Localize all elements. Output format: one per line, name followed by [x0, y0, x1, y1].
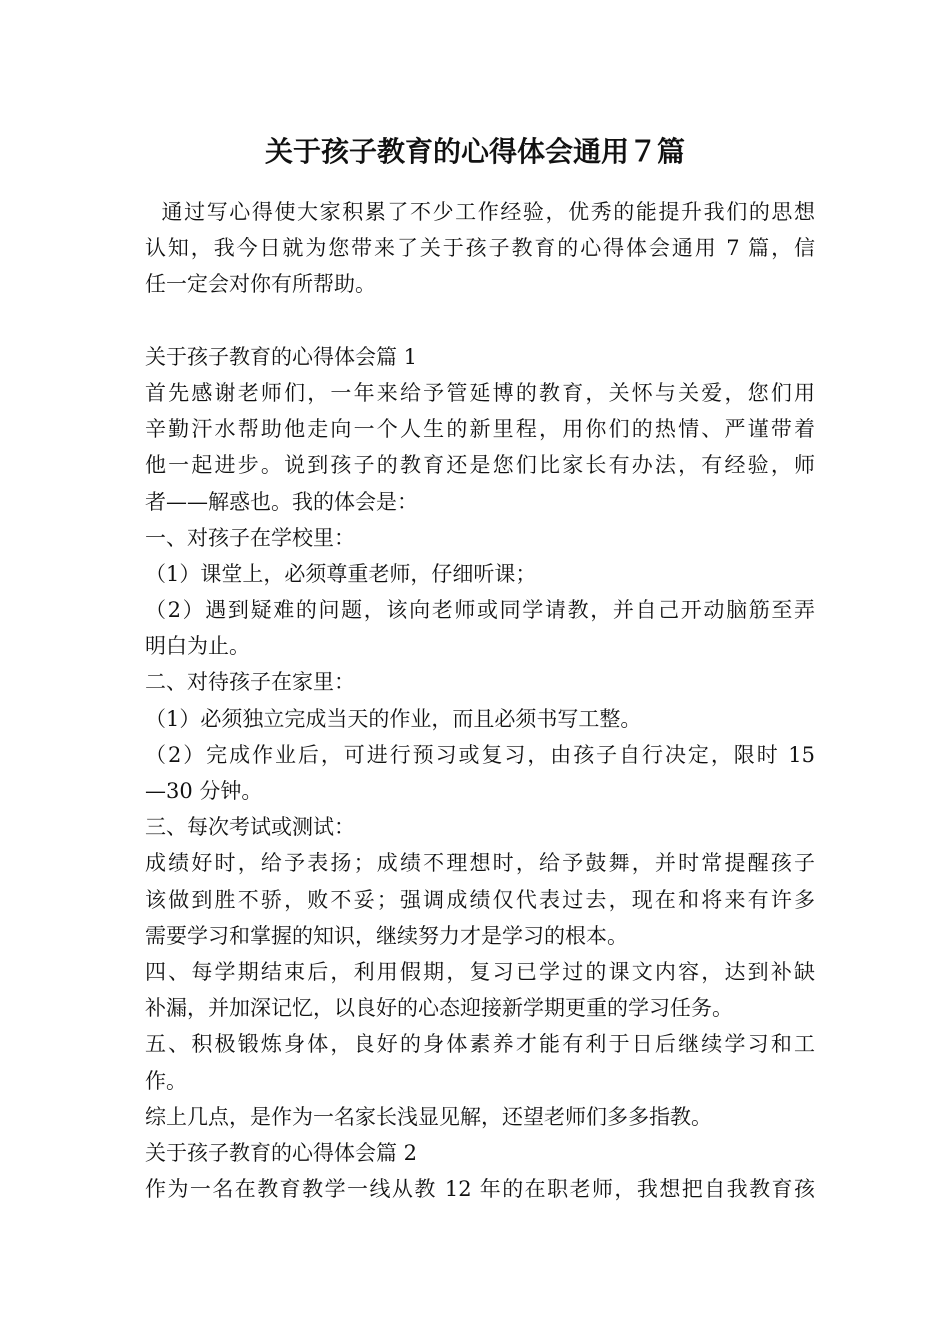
document-body — [145, 194, 815, 1207]
body-line: 综上几点，是作为一名家长浅显见解，还望老师们多多指教。 — [145, 1104, 712, 1129]
body-line: 五、积极锻炼身体，良好的身体素养才能有利于日后继续学习和工 — [145, 1032, 815, 1057]
body-line: 该做到胜不骄，败不妥；强调成绩仅代表过去，现在和将来有许多 — [145, 887, 815, 912]
body-line: 成绩好时，给予表扬；成绩不理想时，给予鼓舞，并时常提醒孩子 — [145, 851, 815, 876]
intro-line: 认知，我今日就为您带来了关于孩子教育的心得体会通用 7 篇，信 — [145, 236, 815, 261]
body-line: 四、每学期结束后，利用假期，复习已学过的课文内容，达到补缺 — [145, 959, 815, 984]
list-item: （2）遇到疑难的问题，该向老师或同学请教，并自己开动脑筋至弄 — [145, 598, 815, 623]
intro-line: 任一定会对你有所帮助。 — [145, 272, 376, 297]
list-heading: 一、对孩子在学校里： — [145, 525, 355, 550]
document-title: 关于孩子教育的心得体会通用７篇 — [264, 135, 685, 168]
body-line: 他一起进步。说到孩子的教育还是您们比家长有办法，有经验，师 — [145, 453, 815, 478]
list-item: 明白为止。 — [145, 634, 250, 659]
body-line: 辛勤汗水帮助他走向一个人生的新里程，用你们的热情、严谨带着 — [145, 417, 815, 442]
intro-line: 通过写心得使大家积累了不少工作经验，优秀的能提升我们的思想 — [145, 200, 815, 224]
list-item: （2）完成作业后，可进行预习或复习，由孩子自行决定，限时 15 — [145, 742, 815, 767]
paragraph-gap — [145, 303, 815, 339]
body-line: 补漏，并加深记忆，以良好的心态迎接新学期更重的学习任务。 — [145, 996, 733, 1021]
body-line: 需要学习和掌握的知识，继续努力才是学习的根本。 — [145, 923, 628, 948]
list-item: —30 分钟。 — [145, 779, 263, 803]
body-line: 者——解惑也。我的体会是： — [145, 489, 418, 514]
section-heading: 关于孩子教育的心得体会篇 2 — [145, 1140, 418, 1165]
body-line: 作为一名在教育教学一线从教 12 年的在职老师，我想把自我教育孩 — [145, 1177, 815, 1202]
list-heading: 三、每次考试或测试： — [145, 815, 355, 840]
list-heading: 二、对待孩子在家里： — [145, 670, 355, 695]
body-line: 首先感谢老师们，一年来给予管延博的教育，关怀与关爱，您们用 — [145, 380, 815, 405]
list-item: （1）课堂上，必须尊重老师，仔细听课； — [145, 561, 537, 586]
section-heading: 关于孩子教育的心得体会篇 1 — [145, 344, 418, 369]
body-line: 作。 — [145, 1068, 187, 1093]
list-item: （1）必须独立完成当天的作业，而且必须书写工整。 — [145, 706, 642, 731]
